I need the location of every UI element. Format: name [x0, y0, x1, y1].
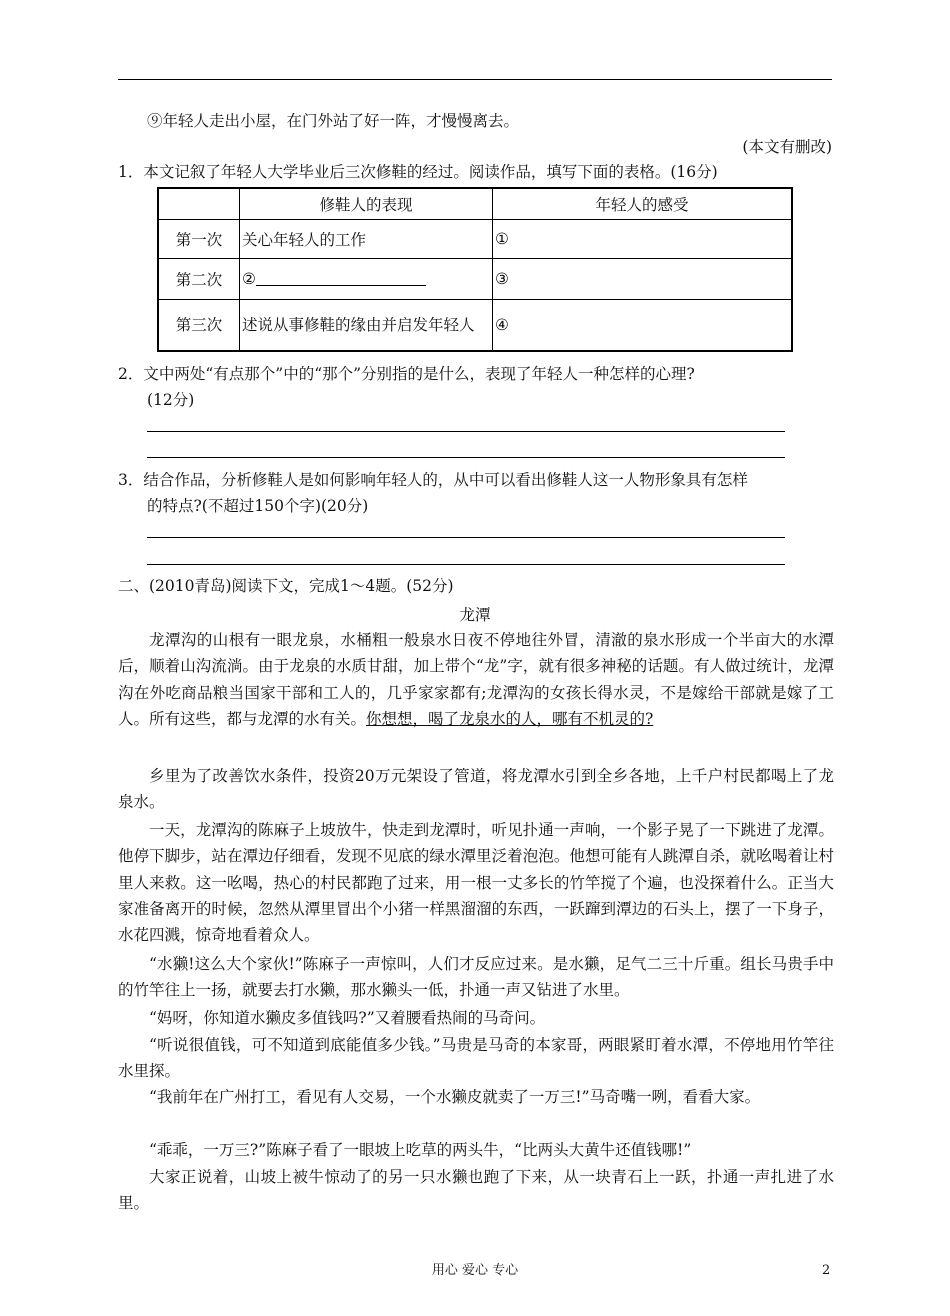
behavior-cell: 关心年轻人的工作 [240, 220, 493, 259]
footer-motto: 用心 爱心 专心 [431, 1263, 519, 1278]
feeling-cell[interactable]: ④ [493, 300, 793, 352]
article-paragraph-3: 一天，龙潭沟的陈麻子上坡放牛，快走到龙潭时，听见扑通一声响，一个影子晃了一下跳进了龙潭。他停下脚步，站在潭边仔细看，发现不见底的绿水潭里泛着泡泡。他想可能有人跳潭自杀，就吆喝着让村里人来救。这一吆喝，热心的村民都跑了过来，用一根一丈多长的竹竿搅了个遍，也没探着什么。正当大家准备离开的时候，忽然从潭里冒出个小猪一样黑溜溜的东西，一跃蹿到潭边的石头上，摆了一下身子，水花四溅，惊奇地看着众人。 [118, 821, 834, 945]
table-header-behavior: 修鞋人的表现 [240, 188, 493, 220]
row-label: 第三次 [158, 300, 240, 352]
row-label: 第一次 [158, 220, 240, 259]
feeling-cell[interactable]: ③ [493, 259, 793, 300]
header-rule [118, 79, 832, 80]
source-note: (本文有删改) [742, 138, 832, 156]
answer-table [157, 187, 793, 352]
question-1: 1．本文记叙了年轻人大学毕业后三次修鞋的经过。阅读作品，填写下面的表格。(16分) [118, 163, 718, 181]
underlined-sentence: 你想想，喝了龙泉水的人，哪有不机灵的? [366, 709, 654, 728]
table-row [158, 259, 792, 300]
behavior-cell: 述说从事修鞋的缘由并启发年轻人 [240, 300, 493, 352]
answer-line[interactable] [147, 564, 785, 565]
article-paragraph-5: “妈呀，你知道水獭皮多值钱吗?”又着腰看热闹的马奇问。 [149, 1009, 546, 1027]
article-paragraph-7: “我前年在广州打工，看见有人交易，一个水獭皮就卖了一万三!”马奇嘴一咧，看看大家。 [149, 1088, 761, 1106]
row-label: 第二次 [158, 259, 240, 300]
table-header-row [158, 188, 792, 220]
feeling-cell[interactable]: ① [493, 220, 793, 259]
question-2-line1: 2．文中两处“有点那个”中的“那个”分别指的是什么，表现了年轻人一种怎样的心理? [118, 365, 695, 383]
behavior-cell[interactable] [240, 259, 493, 300]
article-paragraph-4: “水獭!这么大个家伙!”陈麻子一声惊叫，人们才反应过来。是水獭，足气二三十斤重。组长马贵手中的竹竿往上一扬，就要去打水獭，那水獭头一低，扑通一声又钻进了水里。 [118, 955, 834, 1000]
table-corner-cell [158, 188, 240, 220]
question-3-line2: 的特点?(不超过150个字)(20分) [147, 497, 369, 515]
article-paragraph-9: 大家正说着，山坡上被牛惊动了的另一只水獭也跑了下来，从一块青石上一跃，扑通一声扎进了水里。 [118, 1168, 834, 1213]
question-2-line2: (12分) [147, 391, 195, 409]
answer-line[interactable] [147, 457, 785, 458]
blank-marker: ② [242, 270, 256, 288]
article-paragraph-2: 乡里为了改善饮水条件，投资20万元架设了管道，将龙潭水引到全乡各地，上千户村民都喝上了龙泉水。 [118, 767, 834, 812]
section-2-heading: 二、(2010青岛)阅读下文，完成1～4题。(52分) [118, 577, 454, 595]
article-paragraph-1 [118, 627, 834, 732]
article-title: 龙潭 [459, 606, 491, 624]
answer-line[interactable] [147, 537, 785, 538]
fill-blank[interactable] [256, 271, 426, 286]
table-row [158, 220, 792, 259]
article-paragraph-8: “乖乖，一万三?”陈麻子看了一眼坡上吃草的两头牛，“比两头大黄牛还值钱哪!” [149, 1141, 692, 1159]
question-3-line1: 3．结合作品，分析修鞋人是如何影响年轻人的，从中可以看出修鞋人这一人物形象具有怎样 [118, 471, 748, 489]
table-header-feeling: 年轻人的感受 [493, 188, 793, 220]
paragraph-9: ⑨年轻人走出小屋，在门外站了好一阵，才慢慢离去。 [147, 112, 520, 130]
page-number: 2 [822, 1263, 831, 1278]
article-paragraph-6: “听说很值钱，可不知道到底能值多少钱。”马贵是马奇的本家哥，两眼紧盯着水潭，不停地用竹竿往水里探。 [118, 1036, 834, 1081]
table-row [158, 300, 792, 352]
answer-line[interactable] [147, 431, 785, 432]
paragraph-text: 龙潭沟的山根有一眼龙泉，水桶粗一般泉水日夜不停地往外冒，清澈的泉水形成一个半亩大的水潭后，顺着山沟流淌。由于龙泉的水质甘甜，加上带个“龙”字，就有很多神秘的话题。有人做过统计，龙潭沟在外吃商品粮当国家干部和工人的，几乎家家都有;龙潭沟的女孩长得水灵，不是嫁给干部就是嫁了工人。所有这些，都与龙潭的水有关。 [118, 631, 834, 728]
